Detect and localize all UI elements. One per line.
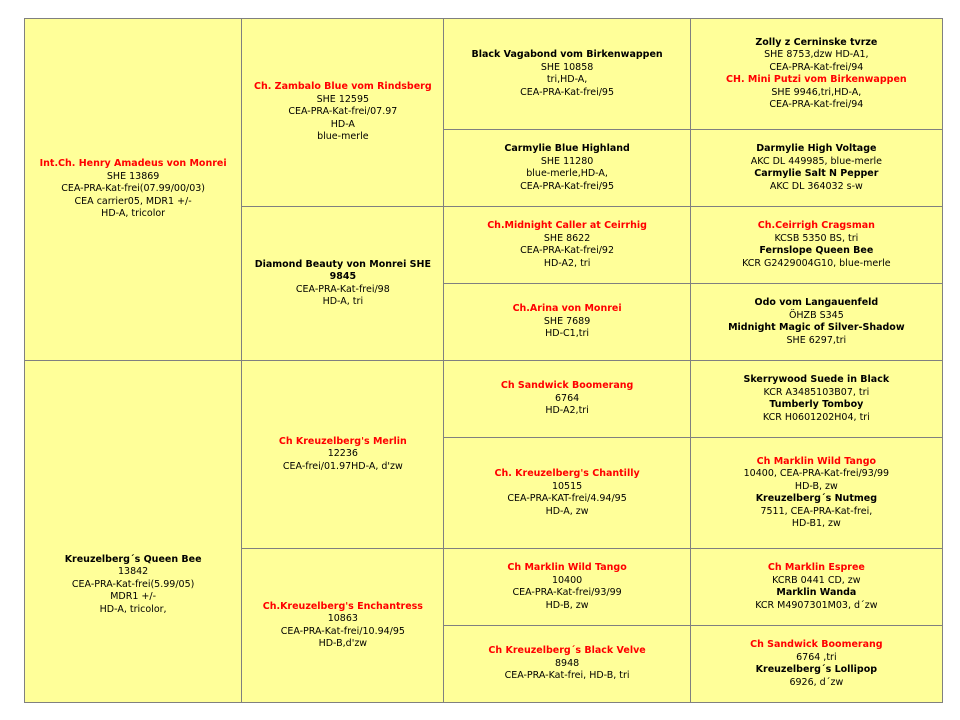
dog-detail: CEA-PRA-Kat-frei/94 (769, 99, 864, 110)
dog-name: Ch.Arina von Monrei (512, 303, 622, 315)
sire-sire-dam-cell (444, 130, 690, 207)
dog-detail: KCR A3485103B07, tri (763, 386, 870, 398)
dog-name: Ch Marklin Espree (767, 562, 865, 573)
dog-detail: CEA-PRA-Kat-frei/95 (520, 86, 615, 98)
dog-detail: HD-A, tri (322, 296, 364, 307)
dog-detail: HD-A, zw (545, 505, 589, 517)
dog-detail: CEA-PRA-KAT-frei/4.94/95 (507, 493, 627, 504)
dog-detail: CEA-PRA-Kat-frei/93/99 (512, 587, 622, 598)
dog-detail: KCRB 0441 CD, zw (772, 574, 861, 586)
dog-name: Kreuzelberg´s Nutmeg (755, 493, 878, 504)
great-grandparents-cell-6 (690, 438, 942, 549)
dog-detail: AKC DL 364032 s-w (769, 180, 863, 192)
dam-dam-dam-cell (444, 626, 690, 703)
dog-name: Carmylie Salt N Pepper (754, 168, 879, 179)
dog-detail: CEA carrier05, MDR1 +/- (74, 195, 192, 207)
dog-detail: HD-A, tricolor (101, 208, 166, 220)
dog-detail: HD-B1, zw (791, 518, 841, 529)
dog-detail: SHE 8753,dzw HD-A1, (764, 49, 869, 60)
dog-name: CH. Mini Putzi vom Birkenwappen (726, 74, 907, 85)
dog-detail: HD-A (330, 118, 355, 130)
dog-detail: SHE 8622 (543, 232, 591, 244)
dog-name: Ch Sandwick Boomerang (500, 380, 634, 392)
dog-name: Midnight Magic of Silver-Shadow (728, 322, 905, 333)
sire-cell (25, 19, 242, 361)
dog-detail: 8948 (554, 657, 580, 669)
dog-name: Kreuzelberg´s Lollipop (755, 664, 878, 675)
dog-detail: SHE 11280 (540, 155, 594, 167)
dam-sire-sire-cell (444, 361, 690, 438)
dog-detail: HD-C1,tri (545, 328, 590, 340)
dog-detail: SHE 9946,tri,HD-A, (771, 86, 862, 98)
dog-detail: CEA-PRA-Kat-frei/98 (295, 283, 390, 295)
dog-name: Marklin Wanda (776, 587, 857, 598)
pedigree-table (24, 18, 943, 703)
dog-name: Carmylie Blue Highland (504, 143, 630, 154)
great-grandparents-cell-1 (690, 19, 942, 130)
dog-name: Ch Kreuzelberg's Merlin (278, 435, 407, 447)
great-grandparents-cell-2 (690, 130, 942, 207)
dog-detail: 10400, CEA-PRA-Kat-frei/93/99 (743, 468, 890, 479)
dog-name: Int.Ch. Henry Amadeus von Monrei (39, 158, 227, 170)
dog-detail: 6926, d´zw (789, 676, 844, 688)
dog-detail: 12236 (327, 448, 358, 460)
great-grandparents-cell-5 (690, 361, 942, 438)
dam-dam-cell (242, 549, 444, 703)
sire-dam-dam-cell (444, 284, 690, 361)
dog-detail: KCR H0601202H04, tri (762, 411, 870, 423)
dog-detail: SHE 6297,tri (786, 334, 847, 346)
dog-name: Black Vagabond vom Birkenwappen (471, 49, 663, 60)
dog-detail: SHE 10858 (540, 61, 594, 73)
dog-detail: HD-A2, tri (543, 257, 591, 269)
dog-name: Odo vom Langauenfeld (754, 297, 879, 308)
dog-name: Tumberly Tomboy (769, 399, 864, 410)
dog-detail: HD-B, zw (545, 599, 589, 611)
dog-detail: SHE 13869 (106, 170, 160, 182)
dog-detail: 7511, CEA-PRA-Kat-frei, (760, 505, 873, 517)
dog-detail: MDR1 +/- (110, 591, 156, 602)
dam-cell (25, 361, 242, 703)
dog-detail: 13842 (118, 566, 149, 577)
sire-sire-sire-cell (444, 19, 690, 130)
dog-detail: blue-merle (317, 131, 369, 143)
dog-detail: CEA-PRA-Kat-frei/94 (769, 61, 864, 73)
dog-detail: ÖHZB S345 (788, 309, 844, 321)
dog-name: Ch Sandwick Boomerang (750, 639, 883, 650)
sire-sire-cell (242, 19, 444, 207)
dog-name: Ch Kreuzelberg´s Black Velve (488, 645, 646, 657)
dog-detail: 10515 (551, 480, 583, 492)
dog-detail: CEA-PRA-Kat-frei(5.99/05) (71, 578, 195, 590)
dog-name: Ch Marklin Wild Tango (756, 455, 877, 467)
dog-detail: CEA-PRA-Kat-frei/10.94/95 (280, 625, 405, 637)
dog-detail: HD-B, zw (794, 480, 838, 492)
dog-detail: KCSB 5350 BS, tri (774, 232, 859, 244)
dog-name: Darmylie High Voltage (756, 143, 877, 154)
dog-detail: tri,HD-A, (546, 74, 588, 85)
dog-name: Ch Marklin Wild Tango (507, 562, 627, 573)
great-grandparents-cell-7 (690, 549, 942, 626)
dam-sire-cell (242, 361, 444, 549)
dog-detail: SHE 7689 (543, 315, 591, 327)
dog-detail: HD-A2,tri (545, 405, 589, 417)
dog-detail: CEA-PRA-Kat-frei/07.97 (288, 106, 398, 118)
sire-dam-sire-cell (444, 207, 690, 284)
dog-detail: HD-B,d'zw (318, 638, 368, 649)
great-grandparents-cell-8 (690, 626, 942, 703)
dog-detail: SHE 12595 (316, 93, 370, 105)
dog-name: Skerrywood Suede in Black (743, 374, 890, 385)
dog-detail: KCR M4907301M03, d´zw (755, 599, 878, 611)
dog-name: Ch. Zambalo Blue vom Rindsberg (254, 81, 432, 93)
dog-name: Diamond Beauty von Monrei SHE 9845 (254, 258, 431, 282)
dog-detail: CEA-PRA-Kat-frei, HD-B, tri (504, 670, 630, 682)
dog-detail: 10400 (551, 574, 583, 586)
dog-detail: 10863 (327, 613, 358, 624)
dog-detail: CEA-PRA-Kat-frei/92 (520, 245, 615, 256)
dog-detail: CEA-PRA-Kat-frei/95 (520, 180, 615, 192)
dam-sire-dam-cell (444, 438, 690, 549)
dog-name: Kreuzelberg´s Queen Bee (64, 553, 202, 565)
dog-name: Ch.Ceirrigh Cragsman (757, 220, 875, 231)
dam-dam-sire-cell (444, 549, 690, 626)
dog-name: Ch. Kreuzelberg's Chantilly (494, 468, 640, 479)
dog-name: Zolly z Cerninske tvrze (755, 36, 878, 48)
dog-name: Fernslope Queen Bee (759, 245, 874, 256)
dog-detail: CEA-PRA-Kat-frei(07.99/00/03) (61, 183, 205, 195)
dog-name: Ch.Kreuzelberg's Enchantress (262, 600, 423, 612)
dog-detail: 6764 (554, 392, 580, 404)
dog-detail: HD-A, tricolor, (99, 603, 167, 615)
dog-detail: KCR G2429004G10, blue-merle (742, 257, 891, 269)
dog-detail: CEA-frei/01.97HD-A, d'zw (282, 460, 403, 472)
dog-detail: 6764 ,tri (796, 651, 837, 663)
sire-dam-cell (242, 207, 444, 361)
dog-detail: blue-merle,HD-A, (526, 168, 608, 179)
great-grandparents-cell-3 (690, 207, 942, 284)
dog-name: Ch.Midnight Caller at Ceirrhig (487, 220, 647, 231)
great-grandparents-cell-4 (690, 284, 942, 361)
dog-detail: AKC DL 449985, blue-merle (750, 155, 882, 167)
